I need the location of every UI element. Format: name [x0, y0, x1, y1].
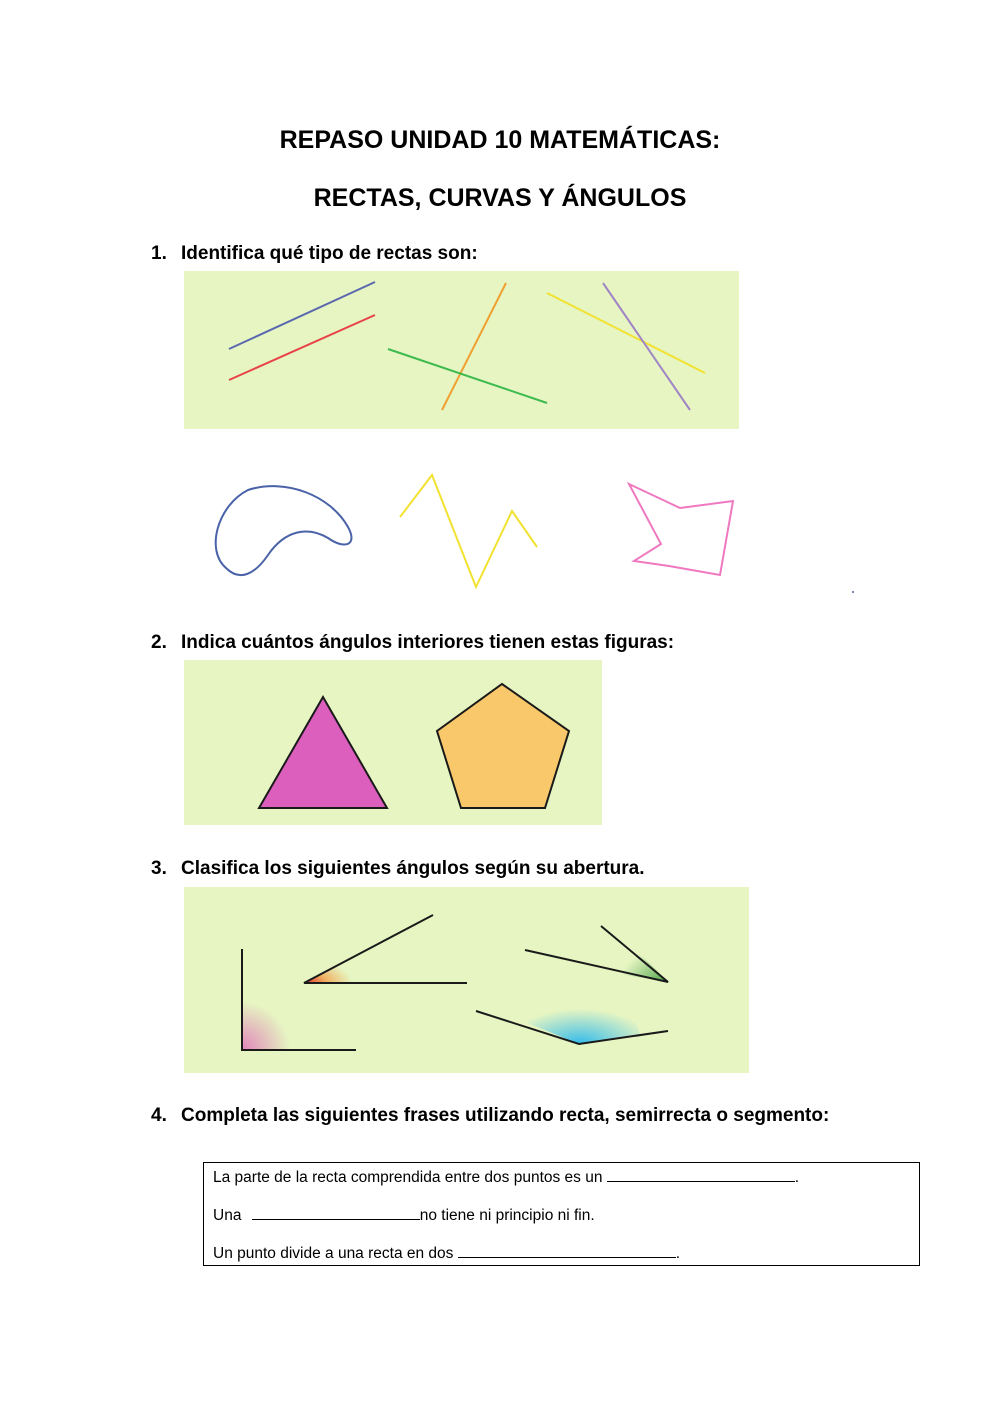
sentence-1-end: .: [794, 1169, 800, 1186]
question-2-number: 2.: [151, 632, 167, 653]
question-4-text: Completa las siguientes frases utilizando recta, semirrecta o segmento:: [181, 1105, 830, 1126]
question-2-text: Indica cuántos ángulos interiores tienen estas figuras:: [181, 632, 675, 653]
title-line-1: REPASO UNIDAD 10 MATEMÁTICAS:: [279, 126, 721, 154]
sentence-2-blank[interactable]: [252, 1205, 420, 1220]
sentence-2: [213, 1205, 595, 1225]
question-3-number: 3.: [151, 858, 167, 879]
question-3-text: Clasifica los siguientes ángulos según su abertura.: [181, 858, 645, 879]
obtuse-angle-shade: [520, 986, 640, 1044]
sentence-1-blank[interactable]: [607, 1167, 795, 1182]
sentence-3: [213, 1243, 680, 1263]
question-4: [151, 1105, 829, 1127]
sentence-3-blank[interactable]: [458, 1243, 676, 1258]
sentence-3-text: Un punto divide a una recta en dos: [213, 1245, 454, 1262]
question-4-number: 4.: [151, 1105, 167, 1126]
sentence-1-text: La parte de la recta comprendida entre dos puntos es un: [213, 1169, 603, 1186]
sentence-1: [213, 1167, 799, 1187]
title-line-2: RECTAS, CURVAS Y ÁNGULOS: [313, 184, 687, 212]
sentence-3-end: .: [675, 1245, 681, 1262]
sentences-box: [203, 1162, 920, 1266]
question-1-number: 1.: [151, 243, 167, 264]
question-1-text: Identifica qué tipo de rectas son:: [181, 243, 478, 264]
sentence-2-end: no tiene ni principio ni fin.: [419, 1207, 595, 1224]
right-angle-shade: [242, 1002, 290, 1050]
sentence-2-text: Una: [213, 1207, 242, 1224]
